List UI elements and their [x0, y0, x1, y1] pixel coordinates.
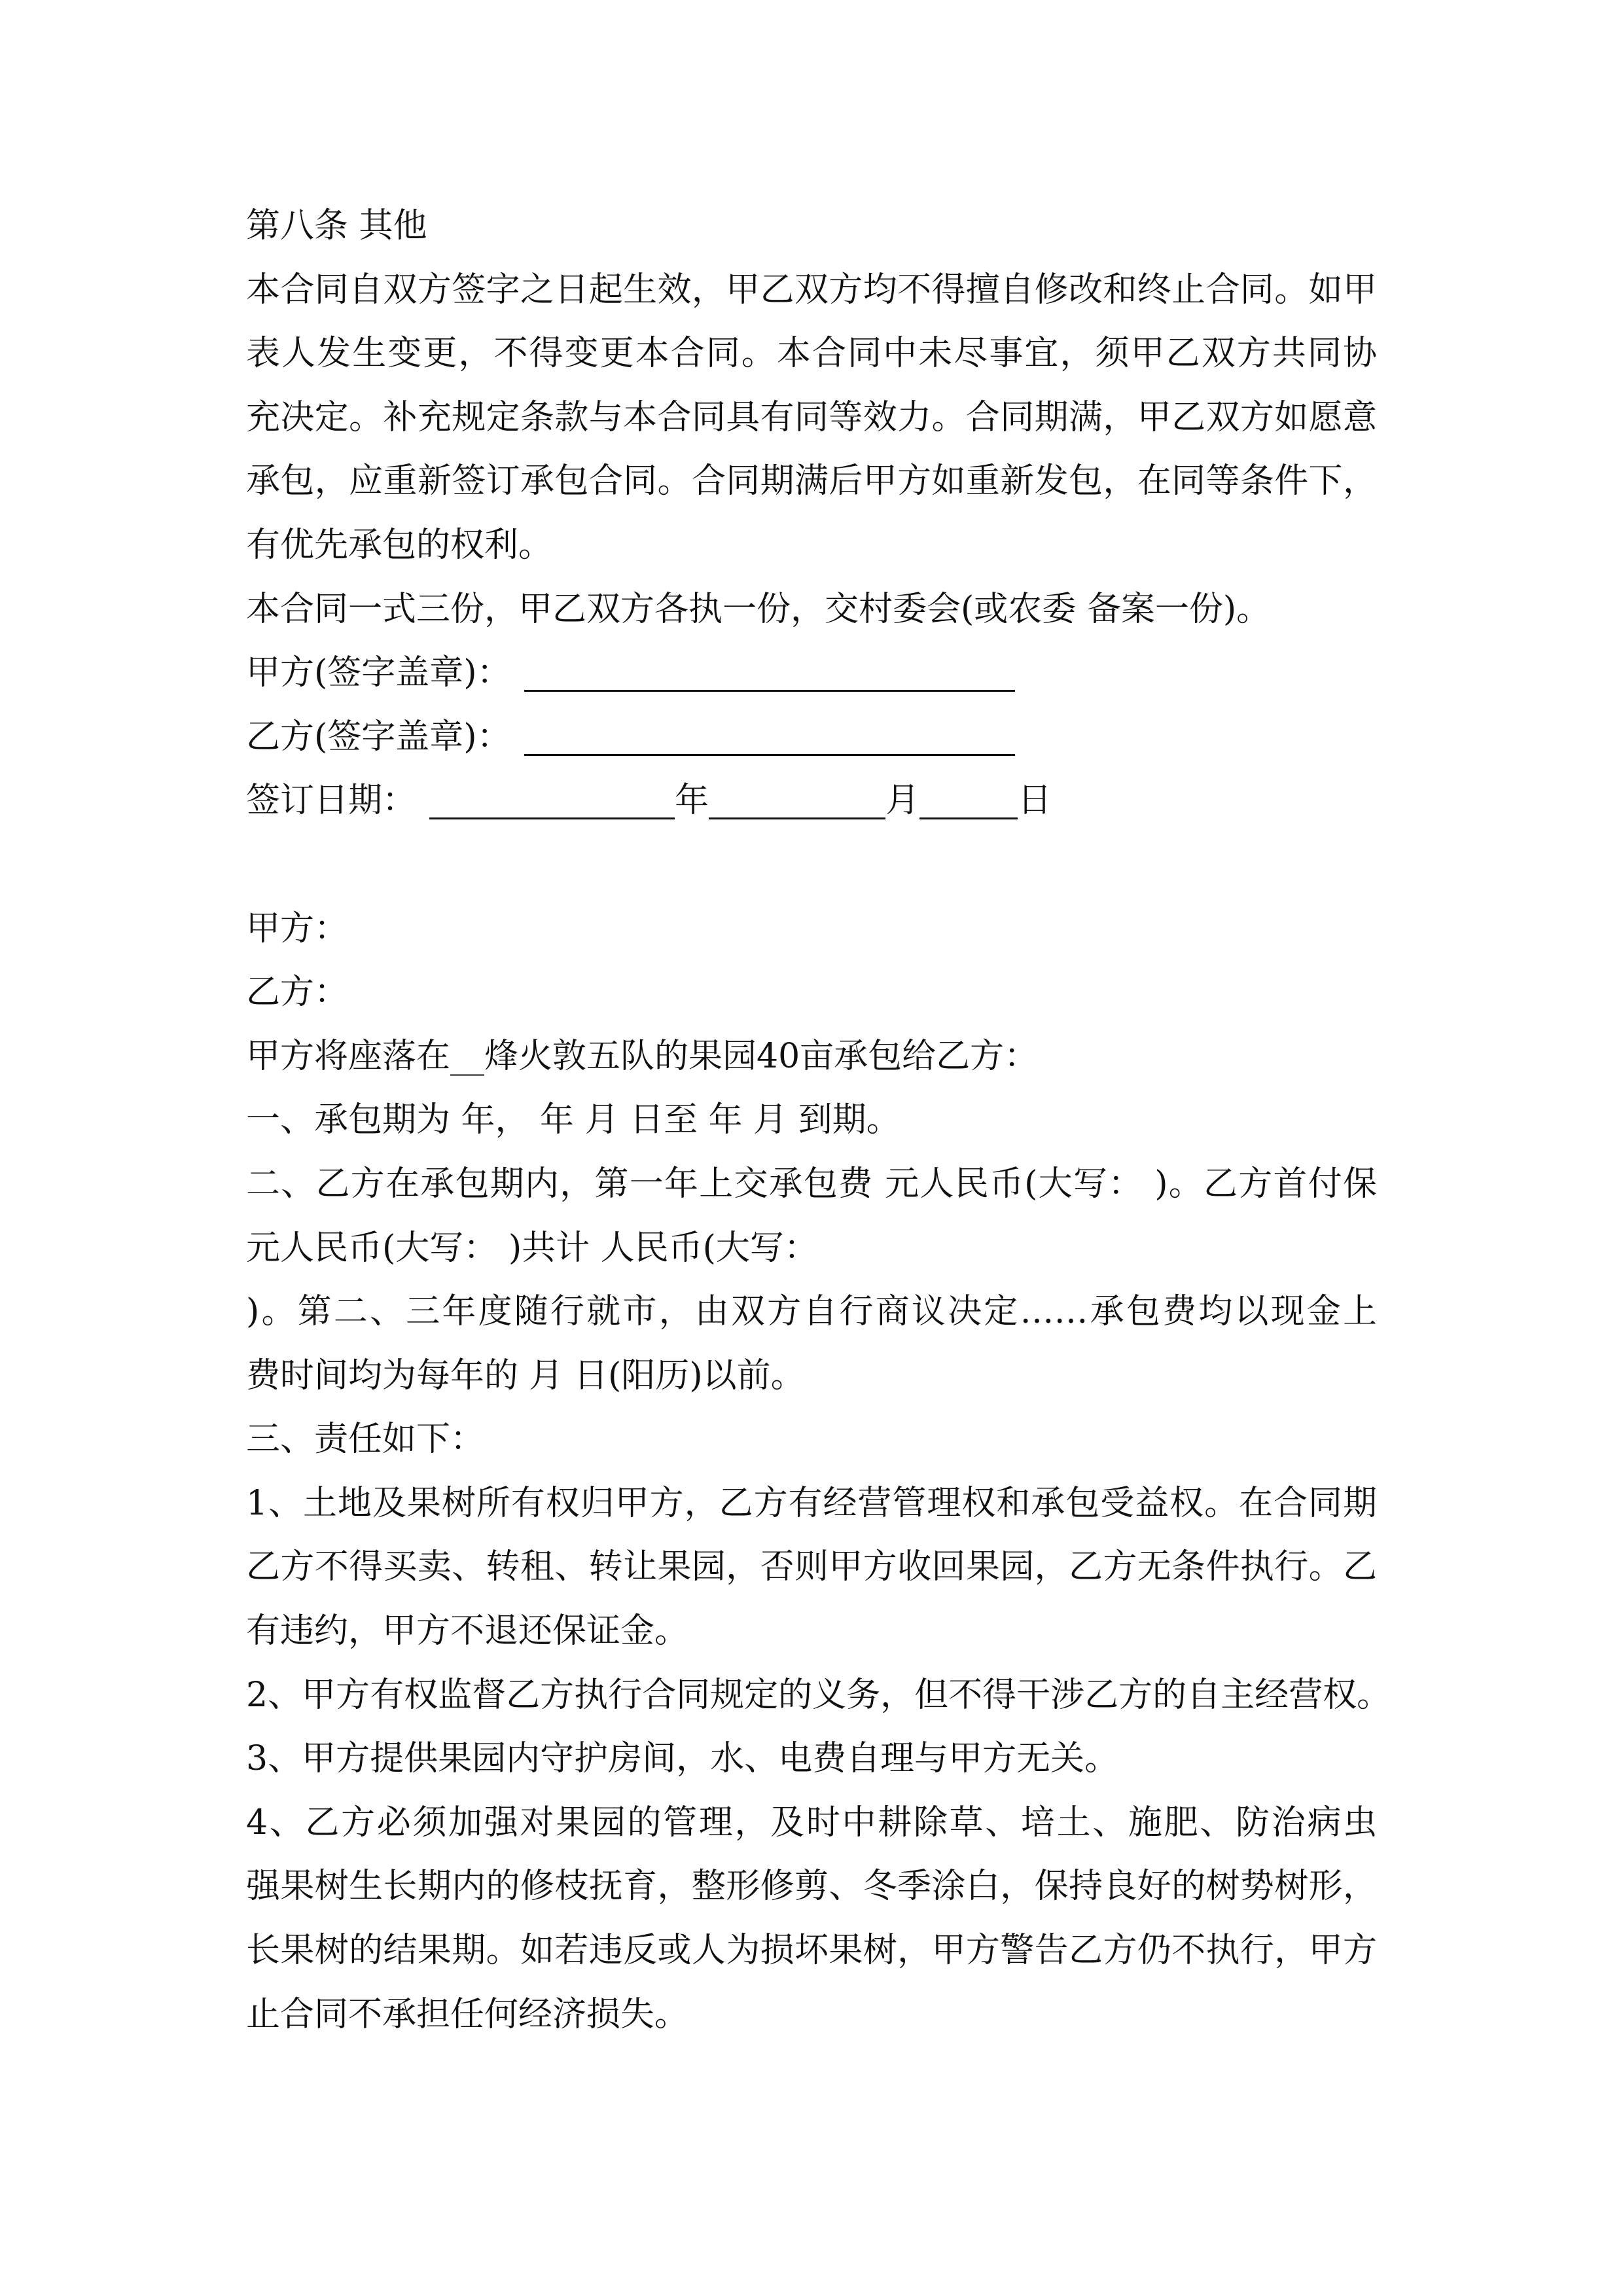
paragraph-line: 本合同一式三份，甲乙双方各执一份，交村委会(或农委 备案一份)。: [246, 589, 1271, 629]
responsibility-1-line: 1、土地及果树所有权归甲方，乙方有经营管理权和承包受益权。在合同期: [246, 1483, 1377, 1523]
month-blank: [709, 778, 885, 819]
responsibility-4-line: 4、乙方必须加强对果园的管理，及时中耕除草、培土、施肥、防治病虫: [246, 1803, 1377, 1842]
signature-party-a: [246, 641, 1377, 706]
responsibility-4-line: 长果树的结果期。如若违反或人为损坏果树，甲方警告乙方仍不执行，甲方: [246, 1931, 1377, 1971]
year-label: 年: [675, 781, 709, 821]
day-blank: [919, 778, 1018, 819]
clause-3: 三、责任如下：: [246, 1420, 485, 1460]
responsibility-4-line: 止合同不承担任何经济损失。: [246, 1994, 689, 2034]
clause-2-line: )。第二、三年度随行就市，由双方自行商议决定……承包费均以现金上: [246, 1292, 1377, 1332]
responsibility-3: 3、甲方提供果园内守护房间，水、电费自理与甲方无关。: [246, 1739, 1119, 1779]
date-label: 签订日期：: [246, 781, 417, 821]
section-title: 第八条 其他: [246, 206, 427, 245]
signature-blank: [524, 715, 1015, 756]
signature-party-b: [246, 706, 1377, 770]
day-label: 日: [1018, 781, 1052, 821]
paragraph-line: 本合同自双方签字之日起生效，甲乙双方均不得擅自修改和终止合同。如甲: [246, 270, 1377, 310]
responsibility-1-line: 乙方不得买卖、转租、转让果园，否则甲方收回果园，乙方无条件执行。乙: [246, 1547, 1377, 1587]
signature-label: 甲方(签字盖章)：: [246, 653, 511, 693]
document-page: [246, 194, 1391, 2047]
responsibility-1-line: 有违约，甲方不退还保证金。: [246, 1611, 689, 1651]
signing-date: [246, 769, 1377, 833]
clause-2-line: 费时间均为每年的 月 日(阳历)以前。: [246, 1355, 805, 1395]
clause-1: 一、承包期为 年， 年 月 日至 年 月 到期。: [246, 1100, 901, 1140]
party-b: 乙方：: [246, 973, 349, 1013]
spacer: [246, 833, 1377, 897]
party-a: 甲方：: [246, 908, 349, 948]
month-label: 月: [885, 781, 920, 821]
paragraph-line: 充决定。补充规定条款与本合同具有同等效力。合同期满，甲乙双方如愿意: [246, 397, 1377, 437]
paragraph-line: 有优先承包的权利。: [246, 525, 553, 565]
paragraph-line: 承包，应重新签订承包合同。合同期满后甲方如重新发包，在同等条件下，: [246, 461, 1377, 501]
clause-2-line: 二、乙方在承包期内，第一年上交承包费 元人民币(大写： )。乙方首付保: [246, 1164, 1377, 1204]
year-blank: [429, 778, 675, 819]
responsibility-2: 2、甲方有权监督乙方执行合同规定的义务，但不得干涉乙方的自主经营权。: [246, 1675, 1391, 1715]
signature-label: 乙方(签字盖章)：: [246, 717, 511, 757]
clause-2-line: 元人民币(大写： )共计 人民币(大写：: [246, 1228, 818, 1268]
signature-blank: [524, 651, 1015, 692]
intro-line: 甲方将座落在__烽火敦五队的果园40亩承包给乙方：: [246, 1036, 1039, 1076]
responsibility-4-line: 强果树生长期内的修枝抚育，整形修剪、冬季涂白，保持良好的树势树形，: [246, 1867, 1377, 1907]
paragraph-line: 表人发生变更，不得变更本合同。本合同中未尽事宜，须甲乙双方共同协: [246, 334, 1377, 374]
